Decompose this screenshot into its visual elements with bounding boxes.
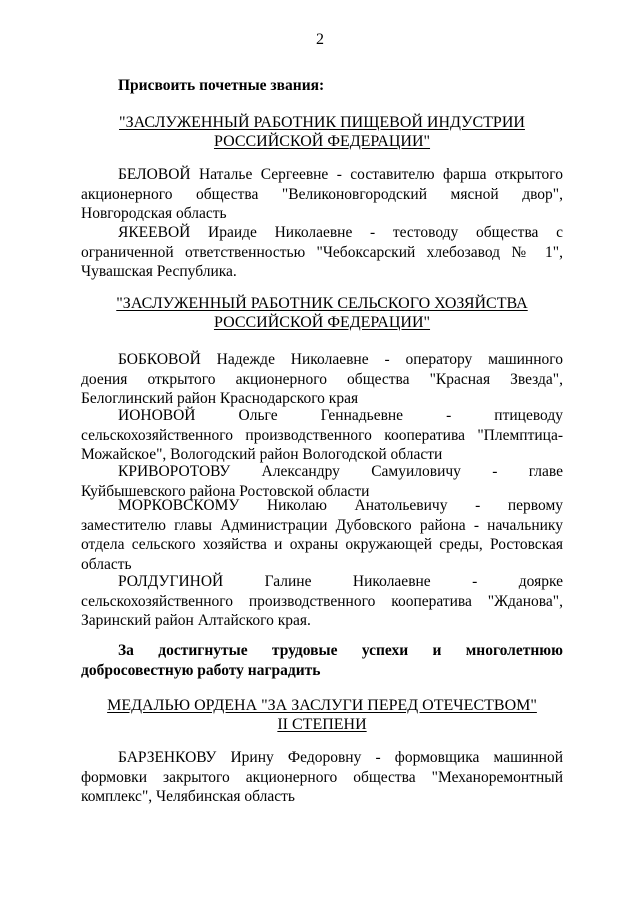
entry-line: Куйбышевского района Ростовской области <box>81 482 370 500</box>
section-title-line: "ЗАСЛУЖЕННЫЙ РАБОТНИК СЕЛЬСКОГО ХОЗЯЙСТВА <box>116 295 528 312</box>
entry-line: отдела сельского хозяйства и охраны окружающей среды, Ростовская <box>81 536 563 553</box>
medal-title-line: МЕДАЛЬЮ ОРДЕНА "ЗА ЗАСЛУГИ ПЕРЕД ОТЕЧЕСТВОМ" <box>107 697 537 714</box>
section-title-agriculture <box>60 294 584 332</box>
section-title-line: РОССИЙСКОЙ ФЕДЕРАЦИИ" <box>213 133 431 150</box>
medal-title-line: II СТЕПЕНИ <box>277 716 367 733</box>
entry-line: БОБКОВОЙ Надежде Николаевне - оператору машинного <box>118 351 563 368</box>
award-intro-line: За достигнутые трудовые успехи и многолетнюю <box>118 642 563 659</box>
award-entry-ionova <box>81 406 563 465</box>
entry-line: БЕЛОВОЙ Наталье Сергеевне - составителю фарша открытого <box>118 166 563 183</box>
award-entry-morkovsky <box>81 496 563 574</box>
award-entry-belova <box>81 165 563 224</box>
award-intro <box>81 641 563 680</box>
award-entry-roldugina <box>81 572 563 631</box>
entry-line: Можайское", Вологодский район Вологодской области <box>81 446 443 463</box>
entry-line: область <box>81 555 132 573</box>
section-title-line: "ЗАСЛУЖЕННЫЙ РАБОТНИК ПИЩЕВОЙ ИНДУСТРИИ <box>119 114 525 131</box>
entry-line: КРИВОРОТОВУ Александру Самуиловичу - главе <box>118 463 563 480</box>
entry-line: сельскохозяйственного производственного кооператива "Жданова", <box>81 592 563 610</box>
section-title-line: РОССИЙСКОЙ ФЕДЕРАЦИИ" <box>213 314 431 331</box>
entry-line: Чувашская Республика. <box>81 263 237 280</box>
page-number: 2 <box>316 31 324 48</box>
entry-line: заместителю главы Администрации Дубовского района - начальнику <box>81 516 563 534</box>
entry-line: БАРЗЕНКОВУ Ирину Федоровну - формовщика машинной <box>118 749 563 766</box>
entry-line: сельскохозяйственного производственного кооператива "Племптица- <box>81 426 563 444</box>
entry-line: доения открытого акционерного общества "Красная Звезда", <box>81 370 563 388</box>
entry-line: комплекс", Челябинская область <box>81 788 295 805</box>
entry-line: ограниченной ответственностью "Чебоксарский хлебозавод № 1", <box>81 243 563 261</box>
award-intro-line: добросовестную работу наградить <box>81 661 321 679</box>
entry-line: формовки закрытого акционерного общества "Механоремонтный <box>81 768 563 786</box>
award-entry-barzenkova <box>81 748 563 807</box>
entry-line: РОЛДУГИНОЙ Галине Николаевне - доярке <box>118 573 563 590</box>
entry-line: ЯКЕЕВОЙ Ираиде Николаевне - тестоводу общества с <box>118 224 563 241</box>
entry-line: ИОНОВОЙ Ольге Геннадьевне - птицеводу <box>118 407 563 424</box>
entry-line: МОРКОВСКОМУ Николаю Анатольевичу - первому <box>118 497 563 514</box>
award-entry-yakeeva <box>81 223 563 282</box>
section-title-food-industry <box>60 113 584 151</box>
award-entry-bobkova <box>81 350 563 409</box>
entry-line: Новгородская область <box>81 205 227 222</box>
entry-line: Заринский район Алтайского края. <box>81 612 311 629</box>
intro-heading: Присвоить почетные звания: <box>118 77 325 94</box>
entry-line: Белоглинский район Краснодарского края <box>81 390 359 407</box>
medal-title <box>60 696 584 734</box>
entry-line: акционерного общества "Великоновгородский мясной двор", <box>81 185 563 203</box>
